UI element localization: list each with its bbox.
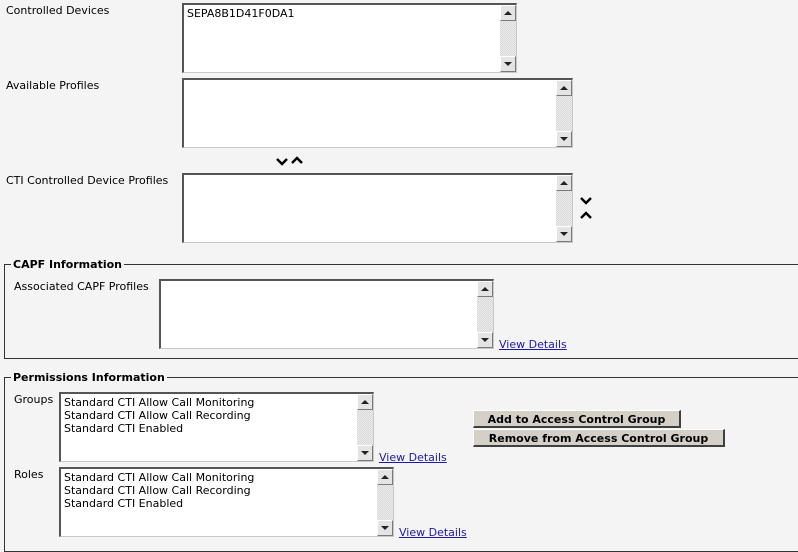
controlled-devices-label: Controlled Devices bbox=[6, 4, 110, 17]
list-item[interactable]: Standard CTI Allow Call Recording bbox=[64, 409, 251, 422]
scroll-down-button[interactable] bbox=[500, 56, 516, 72]
scroll-down-button[interactable] bbox=[556, 226, 572, 242]
capf-view-details-link[interactable]: View Details bbox=[499, 338, 567, 351]
groups-view-details-link[interactable]: View Details bbox=[379, 451, 447, 464]
scroll-down-button[interactable] bbox=[377, 520, 393, 536]
list-item[interactable]: Standard CTI Enabled bbox=[64, 497, 184, 510]
scroll-up-button[interactable] bbox=[377, 469, 393, 485]
scrollbar[interactable] bbox=[477, 281, 493, 348]
move-up-arrow-icon[interactable] bbox=[580, 211, 592, 220]
move-down-arrow-icon[interactable] bbox=[580, 196, 592, 205]
cti-profiles-label: CTI Controlled Device Profiles bbox=[6, 174, 169, 187]
controlled-devices-items bbox=[187, 7, 498, 20]
capf-legend: CAPF Information bbox=[13, 258, 122, 271]
move-down-arrow-icon[interactable] bbox=[276, 157, 288, 166]
scroll-down-button[interactable] bbox=[556, 131, 572, 147]
scroll-up-button[interactable] bbox=[500, 5, 516, 21]
move-up-arrow-icon[interactable] bbox=[291, 156, 303, 165]
permissions-legend: Permissions Information bbox=[13, 371, 165, 384]
scroll-up-button[interactable] bbox=[477, 281, 493, 297]
scrollbar[interactable] bbox=[500, 5, 516, 72]
scrollbar[interactable] bbox=[556, 175, 572, 242]
scroll-up-button[interactable] bbox=[556, 175, 572, 191]
add-to-access-control-group-button[interactable]: Add to Access Control Group bbox=[473, 410, 681, 428]
roles-view-details-link[interactable]: View Details bbox=[399, 526, 467, 539]
groups-items bbox=[64, 396, 355, 435]
scrollbar[interactable] bbox=[556, 80, 572, 147]
roles-label: Roles bbox=[14, 468, 44, 481]
scrollbar[interactable] bbox=[377, 469, 393, 536]
list-item[interactable]: Standard CTI Allow Call Recording bbox=[64, 484, 251, 497]
remove-from-access-control-group-button[interactable]: Remove from Access Control Group bbox=[473, 429, 725, 447]
scrollbar[interactable] bbox=[357, 394, 373, 461]
cti-profiles-list[interactable] bbox=[182, 173, 573, 243]
list-item[interactable]: SEPA8B1D41F0DA1 bbox=[187, 7, 295, 20]
controlled-devices-list[interactable] bbox=[182, 3, 517, 73]
groups-list[interactable] bbox=[59, 392, 374, 462]
scroll-down-button[interactable] bbox=[477, 332, 493, 348]
capf-profiles-list[interactable] bbox=[159, 279, 494, 349]
available-profiles-list[interactable] bbox=[182, 78, 573, 148]
scroll-up-button[interactable] bbox=[357, 394, 373, 410]
roles-list[interactable] bbox=[59, 467, 394, 537]
roles-items bbox=[64, 471, 375, 510]
scroll-down-button[interactable] bbox=[357, 445, 373, 461]
list-item[interactable]: Standard CTI Enabled bbox=[64, 422, 184, 435]
list-item[interactable]: Standard CTI Allow Call Monitoring bbox=[64, 396, 255, 409]
scroll-up-button[interactable] bbox=[556, 80, 572, 96]
capf-profiles-label: Associated CAPF Profiles bbox=[14, 280, 149, 293]
available-profiles-label: Available Profiles bbox=[6, 79, 100, 92]
list-item[interactable]: Standard CTI Allow Call Monitoring bbox=[64, 471, 255, 484]
groups-label: Groups bbox=[14, 393, 54, 406]
